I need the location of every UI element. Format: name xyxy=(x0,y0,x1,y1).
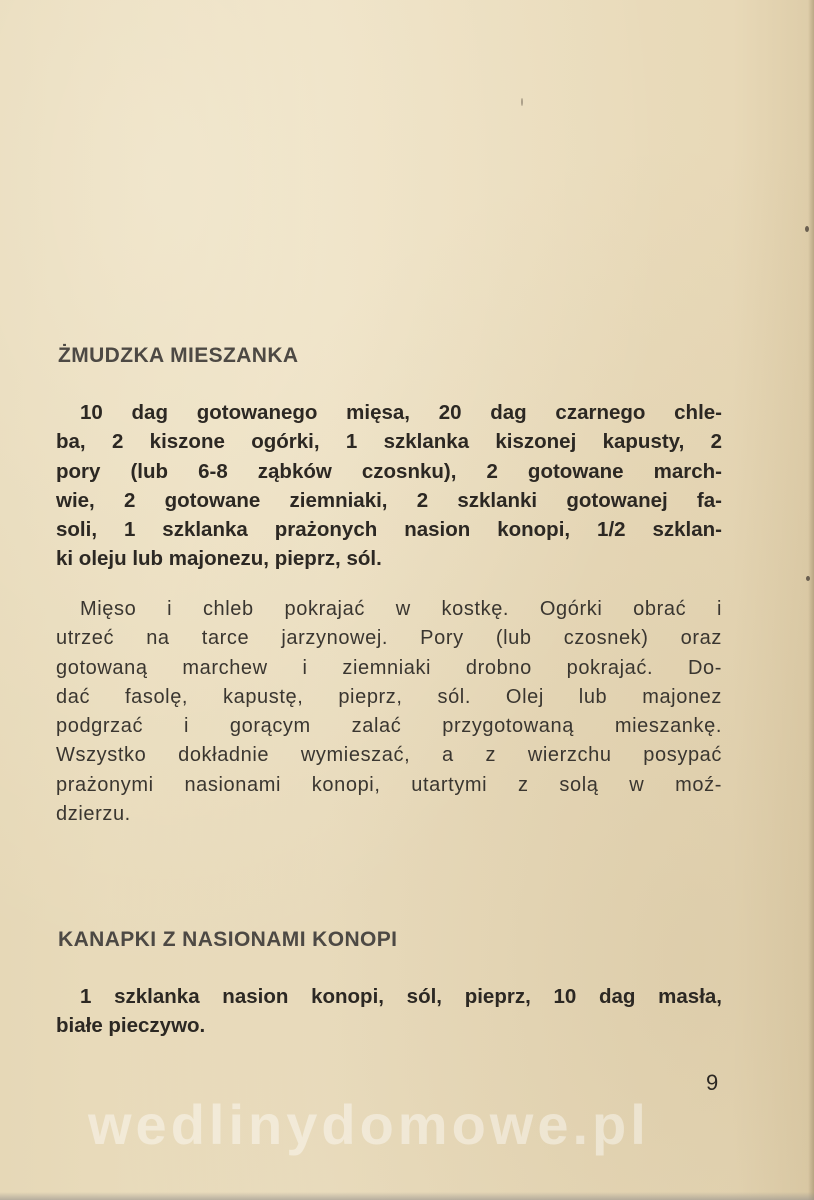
text-line: Mięso i chleb pokrajać w kostkę. Ogórki obrać i xyxy=(80,598,722,620)
recipe-title: ŻMUDZKA MIESZANKA xyxy=(58,344,299,367)
text-line: Wszystko dokładnie wymieszać, a z wierzchu posypać xyxy=(56,744,722,767)
text-line: prażonymi nasionami konopi, utartymi z solą w moź- xyxy=(56,773,722,796)
text-line: utrzeć na tarce jarzynowej. Pory (lub czosnek) oraz xyxy=(56,627,722,650)
text-line: 10 dag gotowanego mięsa, 20 dag czarnego chle- xyxy=(80,401,722,424)
text-line: wie, 2 gotowane ziemniaki, 2 szklanki gotowanej fa- xyxy=(56,488,722,512)
ingredients-paragraph xyxy=(56,982,722,1041)
page-bottom-edge xyxy=(0,1192,814,1200)
page-number: 9 xyxy=(706,1070,719,1095)
text-line: białe pieczywo. xyxy=(56,1014,206,1038)
ingredients-paragraph xyxy=(56,398,722,574)
text-line: ba, 2 kiszone ogórki, 1 szklanka kiszonej kapusty, 2 xyxy=(56,430,722,454)
paper-speck xyxy=(521,98,523,106)
text-line: podgrzać i gorącym zalać przygotowaną mieszankę. xyxy=(56,715,722,738)
text-line: soli, 1 szklanka prażonych nasion konopi, 1/2 szklan- xyxy=(56,518,722,542)
text-line: gotowaną marchew i ziemniaki drobno pokrajać. Do- xyxy=(56,656,722,679)
watermark: wedlinydomowe.pl xyxy=(88,1093,650,1156)
text-line: dać fasolę, kapustę, pieprz, sól. Olej lub majonez xyxy=(56,685,722,708)
paper-speck xyxy=(805,226,809,232)
page-edge-shadow xyxy=(808,0,814,1200)
text-line: 1 szklanka nasion konopi, sól, pieprz, 10 dag masła, xyxy=(80,985,722,1008)
text-line: dzierzu. xyxy=(56,803,131,826)
paper-speck xyxy=(806,576,810,581)
text-line: pory (lub 6-8 ząbków czosnku), 2 gotowane march- xyxy=(56,459,722,483)
recipe-title: KANAPKI Z NASIONAMI KONOPI xyxy=(58,928,398,951)
text-line: ki oleju lub majonezu, pieprz, sól. xyxy=(56,547,382,571)
method-paragraph xyxy=(56,595,722,829)
